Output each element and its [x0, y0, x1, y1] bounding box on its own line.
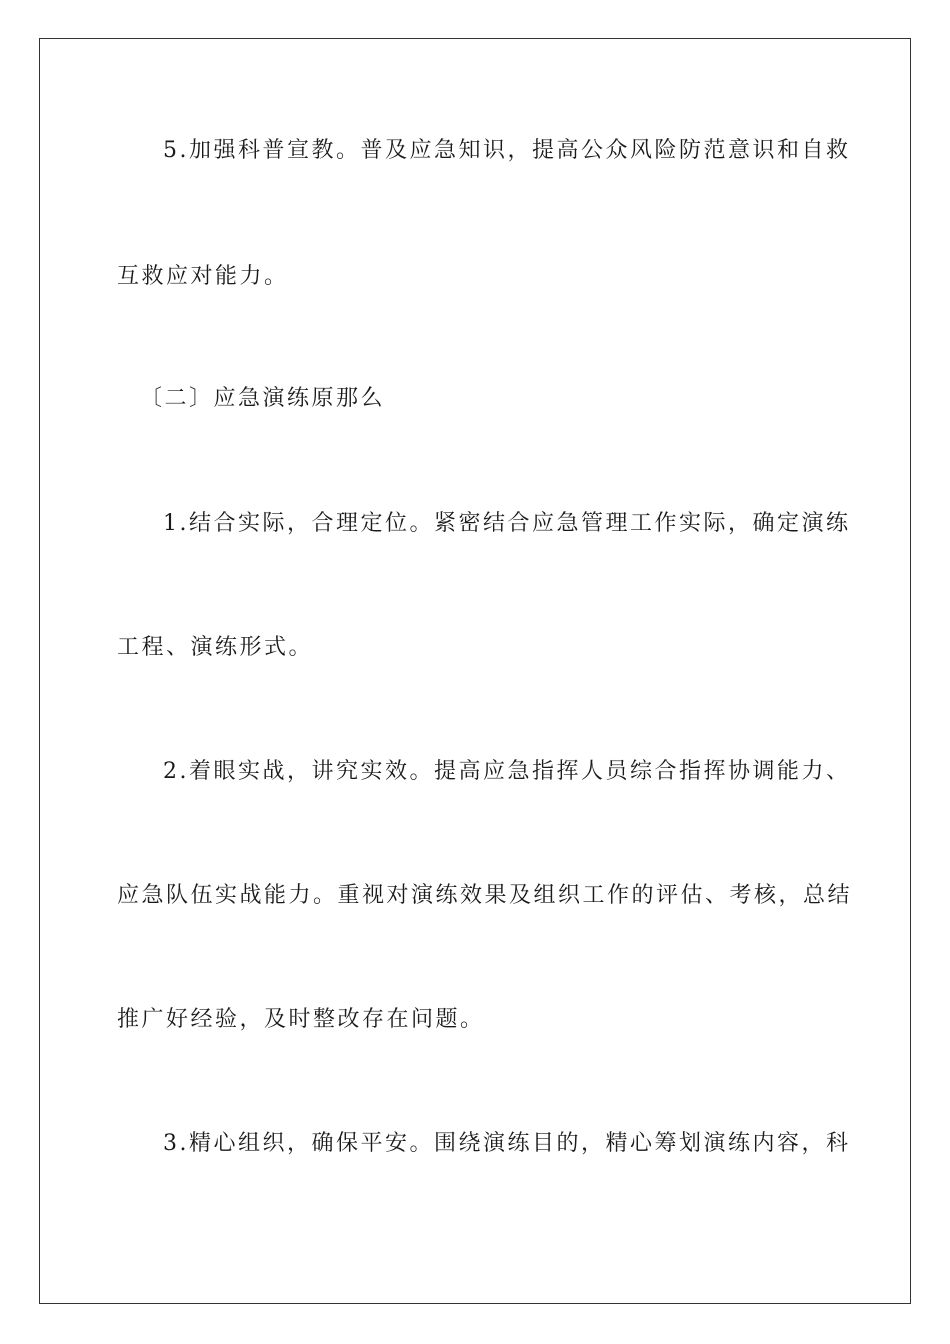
principle-3-line-1: 3.精心组织，确保平安。围绕演练目的，精心筹划演练内容，科: [163, 1131, 851, 1156]
paragraph-5-line-1: 5.加强科普宣教。普及应急知识，提高公众风险防范意识和自救: [163, 138, 851, 163]
principle-2-line-2: 应急队伍实战能力。重视对演练效果及组织工作的评估、考核，总结: [117, 883, 853, 908]
page-border: [39, 38, 911, 1304]
principle-2-line-1: 2.着眼实战，讲究实效。提高应急指挥人员综合指挥协调能力、: [163, 759, 851, 784]
principle-2-line-3: 推广好经验，及时整改存在问题。: [117, 1007, 485, 1032]
principle-1-line-2: 工程、演练形式。: [117, 635, 314, 660]
principle-1-line-1: 1.结合实际，合理定位。紧密结合应急管理工作实际，确定演练: [163, 511, 851, 536]
section-heading-drill-principles: 〔二〕应急演练原那么: [140, 386, 386, 411]
paragraph-5-line-2: 互救应对能力。: [117, 264, 289, 289]
